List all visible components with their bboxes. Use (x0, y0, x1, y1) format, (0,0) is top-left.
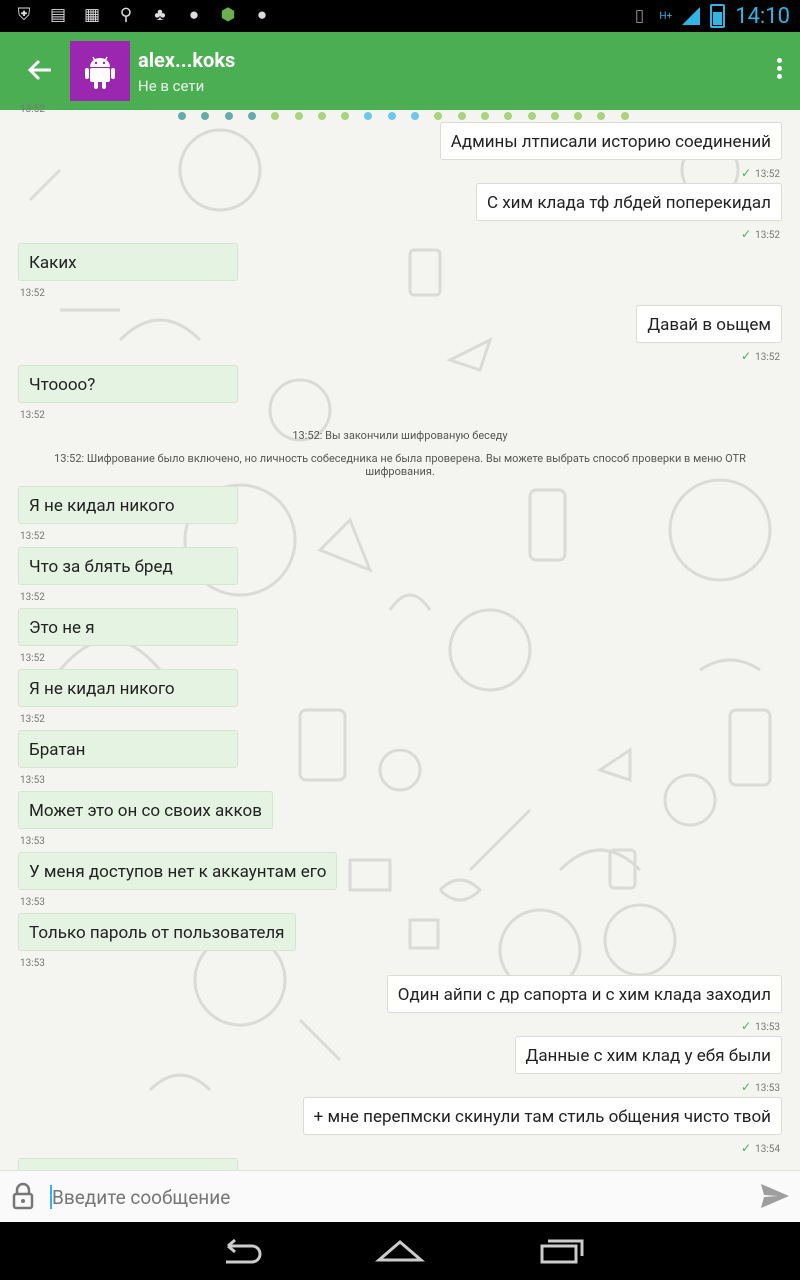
message-bubble-in[interactable]: Что за блять бред (18, 547, 238, 585)
message-time: 13:52 (20, 410, 45, 421)
progress-dot (225, 112, 233, 120)
progress-dot (574, 112, 582, 120)
message-time: 13:53 (20, 897, 45, 908)
notification-icons (14, 5, 272, 25)
progress-dot (295, 112, 303, 120)
message-input[interactable] (52, 1183, 702, 1211)
send-icon[interactable] (760, 1183, 790, 1209)
message-time: ✓ 13:54 (741, 1141, 780, 1155)
delivered-check-icon: ✓ (741, 227, 752, 241)
message-bubble-out[interactable]: С хим клада тф лбдей поперекидал (476, 183, 782, 221)
message-bubble-out[interactable]: + мне перепмски скинули там стиль общения чисто твой (303, 1097, 782, 1135)
vibrate-icon: ▯ (634, 6, 645, 26)
system-nav-bar (0, 1222, 800, 1280)
message-bubble-out[interactable]: Данные с хим клад у ебя были (515, 1036, 782, 1074)
otr-progress-dots (0, 110, 800, 122)
message-bubble-in[interactable]: Я не кидал никого (18, 669, 238, 707)
message-time: ✓ 13:53 (741, 1080, 780, 1094)
picture-icon: ▦ (83, 5, 101, 25)
shield-icon: ⛨ (17, 5, 31, 25)
delivered-check-icon: ✓ (741, 1019, 752, 1033)
message-time: 13:52 (20, 592, 45, 603)
clover-icon: ♣ (154, 5, 166, 25)
message-time: ✓ 13:52 (741, 349, 780, 363)
progress-dot (248, 112, 256, 120)
message-bubble-out[interactable]: Давай в оьщем (636, 305, 782, 343)
progress-dot (201, 112, 209, 120)
delivered-check-icon: ✓ (741, 349, 752, 363)
message-time: 13:52 (20, 714, 45, 725)
back-nav-icon[interactable] (216, 1236, 266, 1266)
progress-dot (551, 112, 559, 120)
progress-dot (364, 112, 372, 120)
progress-dot (458, 112, 466, 120)
message-time: 13:53 (20, 836, 45, 847)
message-time: 13:52 (20, 531, 45, 542)
status-bar (0, 0, 800, 32)
message-time: 13:53 (20, 958, 45, 969)
progress-dot (411, 112, 419, 120)
progress-dot (388, 112, 396, 120)
avatar[interactable] (70, 41, 130, 101)
message-time: 13:52 (20, 104, 45, 115)
presence-status: Не в сети (138, 77, 205, 95)
message-bubble-in[interactable]: Чтоооо? (18, 365, 238, 403)
key-icon: ⚲ (119, 5, 133, 25)
progress-dot (621, 112, 629, 120)
signal-icon (682, 7, 700, 25)
progress-dot (341, 112, 349, 120)
progress-dot (271, 112, 279, 120)
app-bar (0, 32, 800, 110)
bug-icon: ⬢ (220, 5, 236, 25)
message-time: 13:52 (20, 653, 45, 664)
network-type: H+ (659, 10, 673, 22)
message-bubble-in[interactable]: Может это он со своих акков (18, 791, 273, 829)
home-nav-icon[interactable] (375, 1236, 425, 1266)
recents-nav-icon[interactable] (536, 1236, 586, 1266)
message-bubble-in[interactable]: Я не кидал никого (18, 486, 238, 524)
system-message: 13:52: Шифрование было включено, но личность собеседника не была проверена. Вы можете выбрать способ проверки в меню OTR (54, 452, 746, 465)
message-time: ✓ 13:52 (741, 166, 780, 180)
progress-dot (504, 112, 512, 120)
clock: 14:10 (735, 3, 790, 29)
progress-dot (528, 112, 536, 120)
composer (0, 1170, 800, 1223)
progress-dot (481, 112, 489, 120)
message-bubble-in[interactable]: Каких (18, 243, 238, 281)
system-message: 13:52: Вы закончили шифрованую беседу (292, 429, 508, 442)
message-time: 13:52 (20, 288, 45, 299)
android-robot-icon (85, 53, 115, 89)
message-list[interactable] (0, 104, 800, 1170)
delivered-check-icon: ✓ (741, 166, 752, 180)
message-time: ✓ 13:52 (741, 227, 780, 241)
message-bubble-out[interactable]: Один айпи с др сапорта и с хим клада заходил (387, 975, 782, 1013)
delivered-check-icon: ✓ (741, 1080, 752, 1094)
lock-icon[interactable] (12, 1183, 34, 1209)
lightbulb-icon: ● (256, 5, 268, 25)
message-bubble-in[interactable]: Только пароль от пользователя (18, 913, 296, 951)
progress-dot (318, 112, 326, 120)
message-bubble-in[interactable]: Это не я (18, 608, 238, 646)
delivered-check-icon: ✓ (741, 1141, 752, 1155)
message-bubble-out[interactable]: Админы лтписали историю соединений (440, 122, 782, 160)
message-time: ✓ 13:53 (741, 1019, 780, 1033)
message-bubble-in[interactable]: Братан (18, 730, 238, 768)
progress-dot (178, 112, 186, 120)
bomb-icon: ● (188, 5, 200, 25)
message-bubble-in[interactable]: У меня доступов нет к аккаунтам его (18, 852, 337, 890)
back-arrow-icon[interactable] (22, 52, 58, 88)
overflow-menu-icon[interactable] (776, 58, 784, 84)
contact-name[interactable]: alex...koks (138, 48, 236, 72)
battery-icon (710, 4, 725, 28)
messages-icon: ▤ (49, 5, 67, 25)
system-message: шифрования. (365, 465, 435, 478)
progress-dot (597, 112, 605, 120)
progress-dot (434, 112, 442, 120)
message-time: 13:53 (20, 775, 45, 786)
